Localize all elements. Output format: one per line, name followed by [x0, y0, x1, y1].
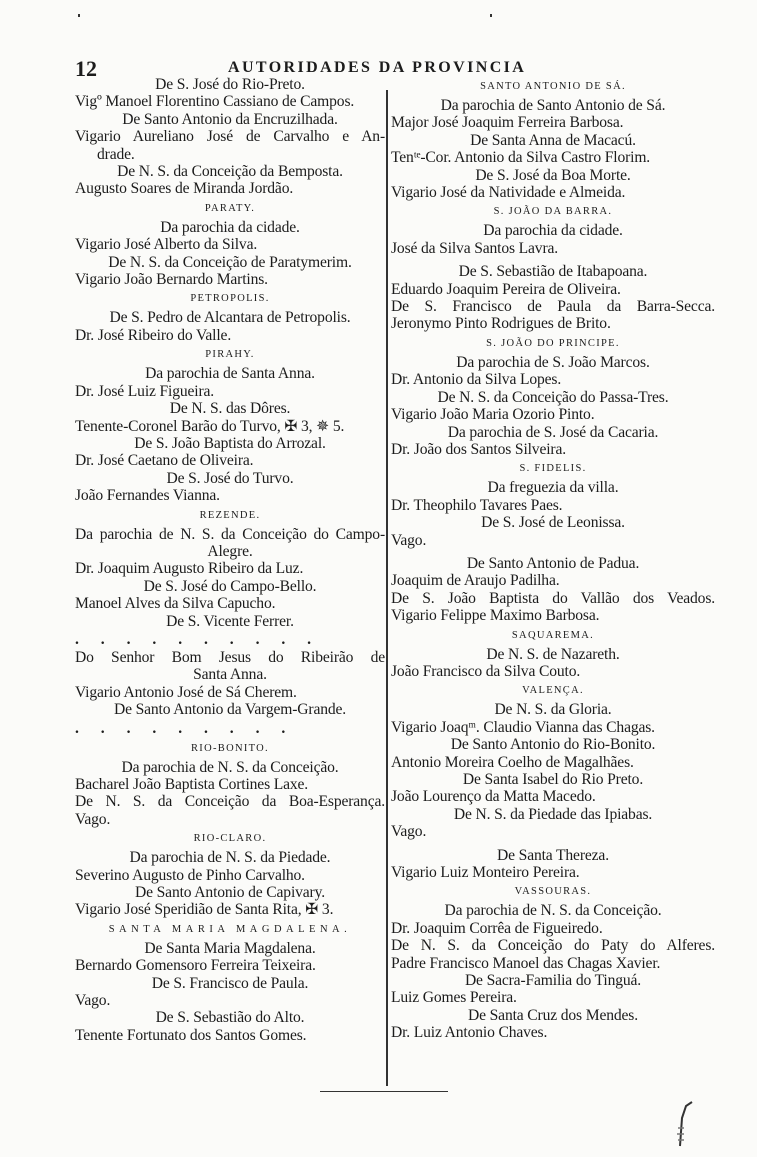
- parish-line: Da freguezia da villa.: [487, 479, 619, 497]
- entry-line: Tenente Fortunato dos Santos Gomes.: [75, 1026, 307, 1044]
- parish-line: De N. S. das Dôres.: [169, 400, 291, 418]
- entry-line: Augusto Soares de Miranda Jordão.: [75, 180, 294, 198]
- entry-line: Dr. João dos Santos Silveira.: [391, 440, 566, 458]
- entry-line: Dr. Antonio da Silva Lopes.: [391, 371, 562, 389]
- parish-line: De Santa Maria Magdalena.: [144, 939, 316, 957]
- parish-line: Alegre.: [207, 542, 253, 560]
- parish-line: De S. José do Rio-Preto.: [155, 76, 305, 93]
- entry-line: Vigario Joaqᵐ. Claudio Vianna das Chagas.: [391, 718, 655, 736]
- entry-line: Vago.: [75, 810, 111, 828]
- parish-line: De N. S. da Conceição da Bemposta.: [117, 163, 343, 181]
- entry-line: Vigario Luiz Monteiro Pereira.: [391, 864, 580, 882]
- parish-line: De S. José de Leonissa.: [481, 514, 625, 532]
- entry-line: Vigario José Alberto da Silva.: [75, 236, 258, 254]
- section-heading: VALENÇA.: [522, 685, 584, 697]
- page-number: 12: [75, 56, 97, 81]
- parish-line: De Santo Antonio da Encruzilhada.: [122, 110, 338, 128]
- parish-line: De Santa Isabel do Rio Preto.: [462, 771, 644, 788]
- parish-line: Da parochia de S. João Marcos.: [456, 353, 650, 371]
- entry-line: Dr. José Luiz Figueira.: [75, 382, 215, 400]
- entry-line: Dr. Theophilo Tavares Paes.: [391, 496, 563, 514]
- entry-line: Dr. José Caetano de Oliveira.: [75, 452, 254, 470]
- entry-line: Dr. José Ribeiro do Valle.: [75, 326, 232, 344]
- parish-line: De Santo Antonio de Capivary.: [135, 884, 325, 902]
- entry-line: Vigario José da Natividade e Almeida.: [391, 184, 626, 202]
- entry-line: Vigario Aureliano José de Carvalho e An-: [75, 128, 385, 146]
- parish-line: De N. S. da Gloria.: [494, 701, 612, 719]
- column-divider: [386, 90, 388, 1086]
- section-heading: SANTO ANTONIO DE SÁ.: [480, 81, 626, 92]
- entry-line: José da Silva Santos Lavra.: [391, 239, 559, 257]
- entry-line: Da parochia de N. S. da Conceição do Campo-: [75, 525, 385, 543]
- parish-line: Da parochia da cidade.: [160, 218, 300, 236]
- entry-line: Vago.: [75, 992, 111, 1010]
- parish-line: De S. João Baptista do Arrozal.: [134, 434, 326, 452]
- entry-line: drade.: [97, 145, 135, 163]
- entry-line: Luiz Gomes Pereira.: [391, 989, 517, 1007]
- ellipsis-line: . . . . . . . . .: [75, 719, 295, 737]
- left-column: [75, 76, 385, 1044]
- entry-line: De N. S. da Conceição da Boa-Esperança.: [75, 793, 385, 811]
- parish-line: De N. S. de Nazareth.: [486, 645, 620, 663]
- entry-line: Manoel Alves da Silva Capucho.: [75, 595, 276, 613]
- parish-line: De S. José da Boa Morte.: [475, 166, 631, 184]
- entry-line: Vigario Antonio José de Sá Cherem.: [75, 683, 297, 701]
- parish-line: Da parochia de S. José da Cacaria.: [447, 423, 659, 441]
- entry-line: Vigº Manoel Florentino Cassiano de Campos.: [75, 93, 355, 111]
- section-heading: RIO-BONITO.: [191, 742, 269, 754]
- print-speck: [490, 14, 492, 17]
- entry-line: De N. S. da Conceição do Paty do Alferes.: [391, 937, 715, 955]
- entry-line: Vago.: [391, 823, 427, 841]
- entry-line: Do Senhor Bom Jesus do Ribeirão de: [75, 648, 385, 666]
- entry-line: Bernardo Gomensoro Ferreira Teixeira.: [75, 957, 316, 975]
- entry-line: Vago.: [391, 531, 427, 549]
- parish-line: De Sacra-Familia do Tinguá.: [464, 972, 642, 990]
- right-column: [391, 76, 715, 1042]
- parish-line: Da parochia de Santa Anna.: [145, 365, 315, 383]
- entry-line: Vigario José Speridião de Santa Rita, ✠ 3.: [75, 901, 334, 919]
- parish-line: Da parochia da cidade.: [483, 222, 623, 240]
- entry-line: Antonio Moreira Coelho de Magalhães.: [391, 753, 634, 771]
- entry-line: Tenᵗᵉ-Cor. Antonio da Silva Castro Florim.: [391, 149, 651, 167]
- parish-line: De S. Sebastião do Alto.: [155, 1009, 305, 1027]
- parish-line: De Santa Cruz dos Mendes.: [468, 1006, 638, 1024]
- parish-line: De Santo Antonio da Vargem-Grande.: [113, 701, 347, 719]
- parish-line: De N. S. da Conceição do Passa-Tres.: [437, 388, 669, 406]
- ellipsis-line: . . . . . . . . . .: [75, 630, 321, 648]
- entry-line: Bacharel João Baptista Cortines Laxe.: [75, 776, 309, 793]
- entry-line: De S. João Baptista do Vallão dos Veados.: [391, 589, 715, 607]
- entry-line: João Lourenço da Matta Macedo.: [391, 788, 596, 806]
- entry-line: Severino Augusto de Pinho Carvalho.: [75, 866, 305, 884]
- entry-line: Vigario João Maria Ozorio Pinto.: [391, 406, 595, 424]
- parish-line: De S. Francisco de Paula.: [151, 974, 309, 992]
- parish-line: De S. José do Turvo.: [166, 469, 294, 487]
- section-heading: PETROPOLIS.: [190, 293, 270, 305]
- entry-line: Vigario João Bernardo Martins.: [75, 271, 268, 289]
- entry-line: Dr. Joaquim Corrêa de Figueiredo.: [391, 919, 603, 937]
- parish-line: De Santa Thereza.: [497, 846, 609, 864]
- section-heading: PIRAHY.: [205, 349, 255, 361]
- running-title: AUTORIDADES DA PROVINCIA: [228, 59, 527, 76]
- entry-line: Jeronymo Pinto Rodrigues de Brito.: [391, 315, 611, 333]
- section-heading: VASSOURAS.: [514, 886, 592, 898]
- entry-line: Tenente-Coronel Barão do Turvo, ✠ 3, ✵ 5.: [75, 417, 345, 435]
- parish-line: De S. Sebastião de Itabapoana.: [458, 263, 648, 281]
- parish-line: Da parochia de N. S. da Piedade.: [129, 849, 331, 867]
- section-heading: RIO-CLARO.: [193, 833, 267, 845]
- entry-line: Padre Francisco Manoel das Chagas Xavier.: [391, 954, 661, 972]
- end-rule: [320, 1091, 448, 1092]
- entry-line: João Fernandes Vianna.: [75, 487, 220, 505]
- entry-line: Vigario Felippe Maximo Barbosa.: [391, 607, 600, 625]
- section-heading: S. JOÃO DA BARRA.: [493, 206, 613, 218]
- parish-line: Da parochia de N. S. da Conceição.: [121, 758, 339, 776]
- entry-line: Eduardo Joaquim Pereira de Oliveira.: [391, 280, 621, 298]
- section-heading: S. FIDELIS.: [519, 463, 587, 475]
- parish-line: De S. Vicente Ferrer.: [166, 612, 294, 630]
- section-heading: SAQUAREMA.: [511, 629, 595, 641]
- parish-line: Santa Anna.: [193, 666, 267, 684]
- section-heading: SANTA MARIA MAGDALENA.: [108, 923, 352, 935]
- parish-line: De Santa Anna de Macacú.: [470, 131, 636, 149]
- print-speck: [78, 14, 80, 17]
- entry-line: Major José Joaquim Ferreira Barbosa.: [391, 114, 624, 132]
- parish-line: Da parochia de Santo Antonio de Sá.: [440, 97, 666, 114]
- section-heading: REZENDE.: [199, 509, 261, 521]
- parish-line: De N. S. da Piedade das Ipiabas.: [453, 805, 653, 823]
- section-heading: PARATY.: [204, 202, 256, 214]
- entry-line: Dr. Joaquim Augusto Ribeiro da Luz.: [75, 560, 304, 578]
- parish-line: De S. José do Campo-Bello.: [143, 577, 317, 595]
- entry-line: Dr. Luiz Antonio Chaves.: [391, 1024, 548, 1042]
- parish-line: De Santo Antonio de Padua.: [466, 554, 640, 572]
- entry-line: João Francisco da Silva Couto.: [391, 662, 581, 680]
- parish-line: De Santo Antonio do Rio-Bonito.: [450, 736, 656, 754]
- section-heading: S. JOÃO DO PRINCIPE.: [486, 337, 620, 349]
- entry-line: Joaquim de Araujo Padilha.: [391, 572, 560, 590]
- entry-line: De S. Francisco de Paula da Barra-Secca.: [391, 298, 715, 316]
- ink-mark-icon: [672, 1098, 702, 1148]
- parish-line: De S. Pedro de Alcantara de Petropolis.: [109, 309, 351, 327]
- parish-line: De N. S. da Conceição de Paratymerim.: [108, 253, 352, 271]
- parish-line: Da parochia de N. S. da Conceição.: [444, 902, 662, 920]
